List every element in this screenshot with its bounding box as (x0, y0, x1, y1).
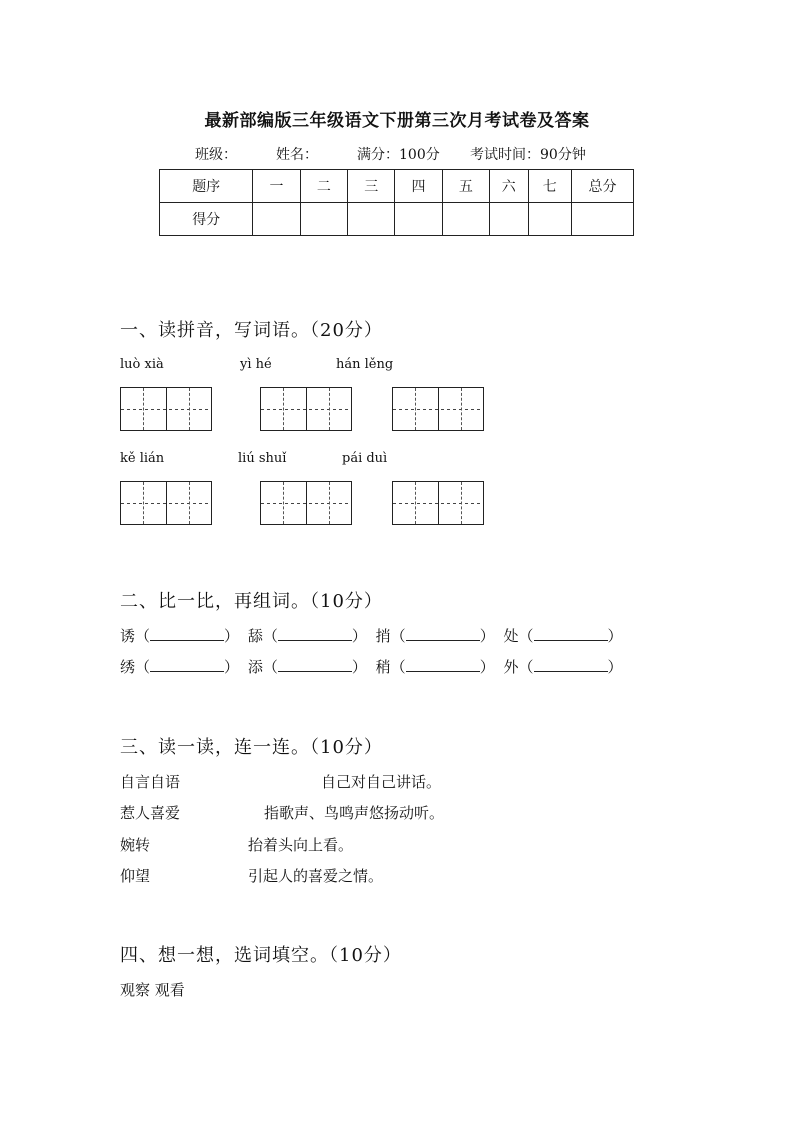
table-header-cell: 五 (442, 170, 489, 203)
table-header-cell: 六 (490, 170, 529, 203)
score-cell[interactable] (490, 203, 529, 236)
match-right-item[interactable]: 指歌声、鸟鸣声悠扬动听。 (264, 804, 445, 822)
table-header-cell: 七 (528, 170, 571, 203)
pinyin-label: luò xià (120, 357, 164, 372)
table-header-cell: 总分 (571, 170, 633, 203)
score-cell[interactable] (348, 203, 395, 236)
pinyin-label: pái duì (342, 451, 388, 466)
score-cell[interactable] (442, 203, 489, 236)
score-cell[interactable] (571, 203, 633, 236)
writing-grid[interactable] (392, 481, 484, 525)
writing-grid[interactable] (260, 387, 352, 431)
score-cell[interactable] (528, 203, 571, 236)
score-table-score-row (160, 203, 634, 236)
match-left-item[interactable]: 惹人喜爱 (120, 804, 181, 822)
section1-title: 一、读拼音，写词语。（20分） (120, 320, 383, 341)
section2-title: 二、比一比，再组词。（10分） (120, 591, 383, 612)
class-label: 班级： (195, 147, 237, 163)
exam-time: 考试时间：90分钟 (470, 147, 586, 163)
section3-title: 三、读一读，连一连。（10分） (120, 737, 383, 758)
match-right-item[interactable]: 抬着头向上看。 (248, 836, 354, 854)
full-score: 满分：100分 (357, 147, 440, 163)
answer-blank[interactable] (406, 626, 480, 641)
table-header-cell: 题序 (160, 170, 253, 203)
writing-grid[interactable] (392, 387, 484, 431)
table-header-cell: 四 (395, 170, 442, 203)
compare-char: 捎 (375, 627, 391, 645)
answer-blank[interactable] (150, 626, 224, 641)
score-cell[interactable] (300, 203, 347, 236)
writing-grid[interactable] (260, 481, 352, 525)
compare-char: 诱 (120, 627, 136, 645)
answer-blank[interactable] (150, 657, 224, 672)
compare-char: 舔 (247, 627, 263, 645)
compare-char: 稍 (375, 658, 391, 676)
compare-row-2: 绣（ ） 添（ ） 稍（ ） 外（ ） (120, 658, 623, 676)
answer-blank[interactable] (278, 626, 352, 641)
match-right-item[interactable]: 引起人的喜爱之情。 (248, 867, 384, 885)
score-row-label: 得分 (160, 203, 253, 236)
word-choices: 观察 观看 (120, 981, 185, 999)
compare-row-1: 诱（ ） 舔（ ） 捎（ ） 处（ ） (120, 627, 623, 645)
answer-blank[interactable] (406, 657, 480, 672)
compare-char: 添 (247, 658, 263, 676)
pinyin-label: yì hé (240, 357, 272, 372)
score-table (159, 169, 634, 236)
name-label: 姓名： (276, 147, 318, 163)
table-header-cell: 三 (348, 170, 395, 203)
pinyin-label: hán lěng (336, 357, 394, 372)
answer-blank[interactable] (534, 657, 608, 672)
answer-blank[interactable] (534, 626, 608, 641)
exam-title: 最新部编版三年级语文下册第三次月考试卷及答案 (204, 111, 590, 131)
answer-blank[interactable] (278, 657, 352, 672)
compare-char: 外 (503, 658, 519, 676)
table-header-cell: 二 (300, 170, 347, 203)
compare-char: 处 (503, 627, 519, 645)
match-left-item[interactable]: 婉转 (120, 836, 151, 854)
match-left-item[interactable]: 仰望 (120, 867, 151, 885)
writing-grid[interactable] (120, 387, 212, 431)
score-table-header-row (160, 170, 634, 203)
writing-grid[interactable] (120, 481, 212, 525)
match-right-item[interactable]: 自己对自己讲话。 (321, 773, 442, 791)
pinyin-label: liú shuǐ (238, 451, 287, 466)
pinyin-label: kě lián (120, 451, 165, 466)
compare-char: 绣 (120, 658, 136, 676)
section4-title: 四、想一想，选词填空。（10分） (120, 945, 402, 966)
table-header-cell: 一 (253, 170, 300, 203)
score-cell[interactable] (253, 203, 300, 236)
score-cell[interactable] (395, 203, 442, 236)
match-left-item[interactable]: 自言自语 (120, 773, 181, 791)
